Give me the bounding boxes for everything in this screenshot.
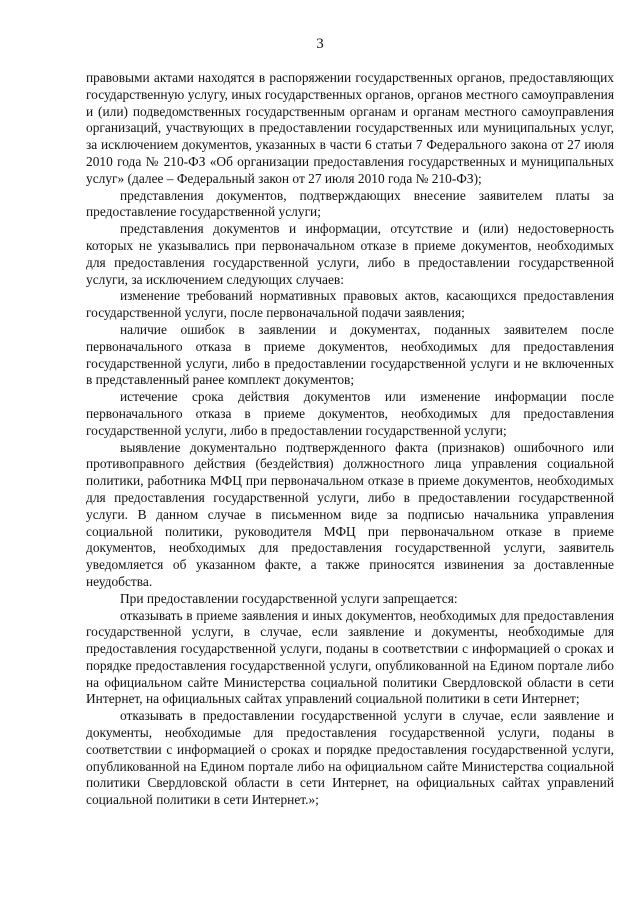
paragraph-6: истечение срока действия документов или изменение информации после первоначального отказа в приеме документов, необходимых для предоставления государственной услуги, либо в предоставлении государственной услуги; [86,389,614,438]
paragraph-1: правовыми актами находятся в распоряжении государственных органов, предоставляющих государственную услугу, иных государственных органов, органов местного самоуправления и (или) подведомственных государственным органам и органам местного самоуправления организаций, участвующих в предоставлении государственных или муниципальных услуг, за исключением документов, указанных в части 6 статьи 7 Федерального закона от 27 июля 2010 года № 210-ФЗ «Об организации предоставления государственных и муниципальных услуг» (далее – Федеральный закон от 27 июля 2010 года № 210-ФЗ); [86,70,614,186]
document-body [86,70,614,809]
paragraph-7: выявление документально подтвержденного факта (признаков) ошибочного или противоправного действия (бездействия) должностного лица управления социальной политики, работника МФЦ при первоначальном отказе в приеме документов, необходимых для предоставления государственной услуги, либо в предоставлении государственной услуги. В данном случае в письменном виде за подписью начальника управления социальной политики, руководителя МФЦ при первоначальном отказе в приеме документов, необходимых для предоставления государственной услуги, заявитель уведомляется об указанном факте, а также приносятся извинения за доставленные неудобства. [86,439,614,589]
page-number: 3 [316,36,324,52]
paragraph-9: отказывать в приеме заявления и иных документов, необходимых для предоставления государственной услуги, в случае, если заявление и документы, необходимые для предоставления государственной услуги, поданы в соответствии с информацией о сроках и порядке предоставления государственной услуги, опубликованной на Едином портале либо на официальном сайте Министерства социальной политики Свердловской области в сети Интернет, на официальных сайтах управлений социальной политики в сети Интернет; [86,607,614,707]
paragraph-10: отказывать в предоставлении государственной услуги в случае, если заявление и документы, необходимые для предоставления государственной услуги, поданы в соответствии с информацией о сроках и порядке предоставления государственной услуги, опубликованной на Едином портале либо на официальном сайте Министерства социальной политики Свердловской области в сети Интернет, на официальных сайтах управлений социальной политики в сети Интернет.»; [86,708,614,808]
paragraph-3: представления документов и информации, отсутствие и (или) недостоверность которых не указывались при первоначальном отказе в приеме документов, необходимых для предоставления государственной услуги, либо в предоставлении государственной услуги, за исключением следующих случаев: [86,221,614,287]
paragraph-2: представления документов, подтверждающих внесение заявителем платы за предоставление государственной услуги; [86,187,614,220]
paragraph-5: наличие ошибок в заявлении и документах, поданных заявителем после первоначального отказа в приеме документов, необходимых для предоставления государственной услуги, либо в предоставлении государственной услуги и не включенных в представленный ранее комплект документов; [86,321,614,388]
paragraph-4: изменение требований нормативных правовых актов, касающихся предоставления государственной услуги, после первоначальной подачи заявления; [86,288,614,321]
paragraph-8: При предоставлении государственной услуги запрещается: [120,590,458,606]
